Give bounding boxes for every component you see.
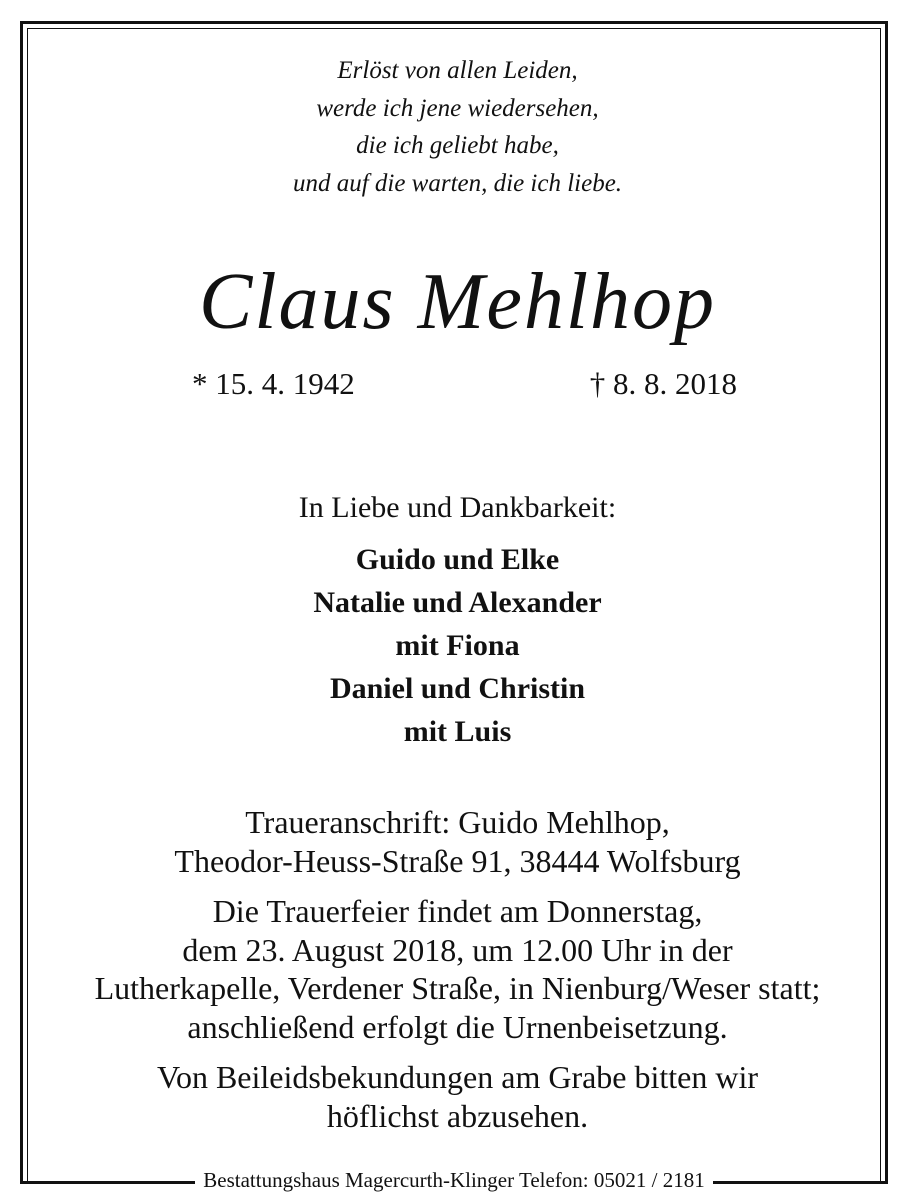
mourner-name: mit Fiona <box>395 629 520 662</box>
mourner-name: mit Luis <box>403 715 512 748</box>
condolence-line: höflichst abzusehen. <box>326 1097 589 1134</box>
funeral-home-contact: Bestattungshaus Magercurth-Klinger Telefon: 05021 / 2181 <box>195 1168 712 1192</box>
deceased-name: Claus Mehlhop <box>198 258 717 346</box>
poem-line: die ich geliebt habe, <box>356 132 559 159</box>
birth-date: * 15. 4. 1942 <box>192 366 355 401</box>
poem-line: Erlöst von allen Leiden, <box>337 57 578 84</box>
death-date: † 8. 8. 2018 <box>589 366 737 401</box>
mourner-name: Guido und Elke <box>355 543 560 576</box>
ceremony-line: Lutherkapelle, Verdener Straße, in Nienburg/Weser statt; <box>94 970 821 1006</box>
poem-line: und auf die warten, die ich liebe. <box>292 169 623 197</box>
mourner-name: Natalie und Alexander <box>313 586 602 619</box>
footer <box>20 1157 888 1197</box>
address-line: Traueranschrift: Guido Mehlhop, <box>245 804 670 840</box>
address-line: Theodor-Heuss-Straße 91, 38444 Wolfsburg <box>174 842 741 879</box>
poem-line: werde ich jene wiedersehen, <box>316 94 599 122</box>
mourners-intro: In Liebe und Dankbarkeit: <box>298 491 617 524</box>
mourners-list <box>0 538 915 753</box>
ceremony-line: Die Trauerfeier findet am Donnerstag, <box>212 893 703 929</box>
condolence-line: Von Beileidsbekundungen am Grabe bitten wir <box>156 1059 759 1095</box>
poem <box>0 52 915 202</box>
ceremony-line: dem 23. August 2018, um 12.00 Uhr in der <box>182 931 733 968</box>
funeral-info <box>0 803 915 1135</box>
mourner-name: Daniel und Christin <box>329 672 586 705</box>
ceremony-line: anschließend erfolgt die Urnenbeisetzung. <box>187 1008 728 1045</box>
